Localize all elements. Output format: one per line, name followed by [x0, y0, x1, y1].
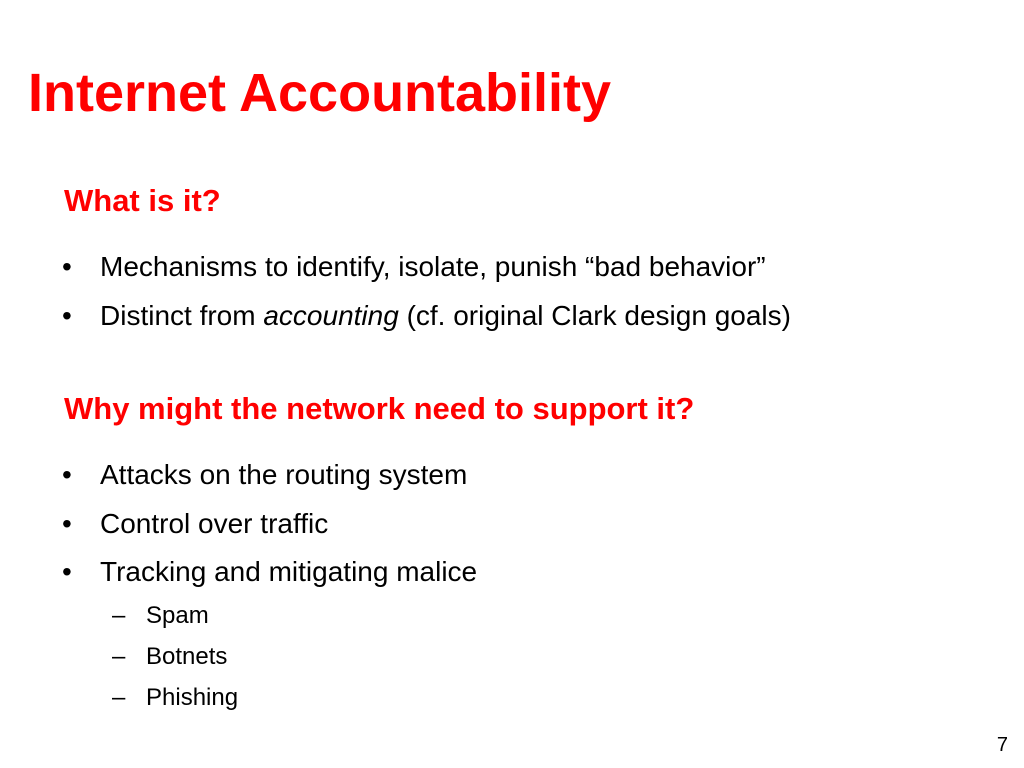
sub-bullet-text: Spam [146, 602, 209, 629]
sub-bullet-text: Phishing [146, 683, 239, 711]
bullet-list-why [62, 458, 477, 604]
section-heading-why: Why might the network need to support it? [64, 391, 695, 426]
bullet-item [62, 299, 791, 333]
page-number: 7 [996, 734, 1008, 756]
bullet-item [62, 555, 477, 589]
bullet-item [62, 507, 477, 541]
sub-bullet-item [112, 602, 238, 631]
bullet-marker: • [62, 507, 72, 539]
dash-marker: – [112, 683, 126, 711]
bullet-text: Mechanisms to identify, isolate, punish “bad behavior” [100, 251, 766, 282]
slide-title: Internet Accountability [28, 63, 612, 123]
bullet-item [62, 458, 477, 492]
bullet-text: Attacks on the routing system [100, 459, 468, 490]
sub-bullet-text: Botnets [146, 642, 228, 670]
bullet-list-what [62, 250, 791, 347]
dash-marker: – [112, 642, 126, 670]
bullet-text: Control over traffic [100, 507, 329, 539]
bullet-marker: • [62, 459, 72, 490]
bullet-text-after: (cf. original Clark design goals) [398, 299, 791, 331]
bullet-text: Tracking and mitigating malice [100, 556, 478, 588]
sub-bullet-list-malice [112, 602, 238, 724]
bullet-item [62, 250, 791, 284]
sub-bullet-item [112, 684, 238, 713]
bullet-marker: • [62, 299, 72, 331]
bullet-text-emphasis: accounting [263, 299, 399, 331]
bullet-text-before: Distinct from [100, 299, 264, 331]
section-heading-what: What is it? [64, 183, 221, 218]
bullet-marker: • [62, 251, 72, 282]
sub-bullet-item [112, 643, 238, 672]
dash-marker: – [112, 602, 126, 629]
bullet-marker: • [62, 556, 72, 588]
